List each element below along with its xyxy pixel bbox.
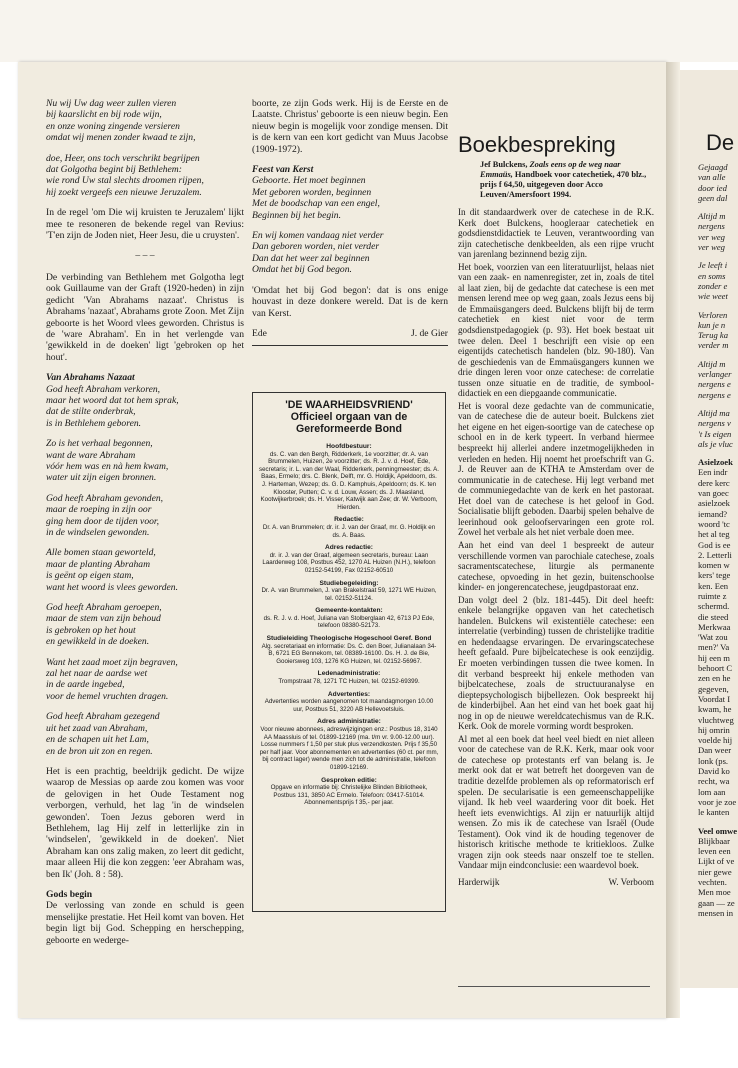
next-page-line: van goec — [698, 488, 729, 499]
page-gutter — [666, 62, 680, 1018]
next-page-line: dere kerc — [698, 477, 730, 488]
next-page-line: behoort C — [698, 663, 733, 674]
paragraph: In de regel 'om Die wij kruisten te Jeruzalem' lijkt mee te resoneren de bekende regel van Revius: 'T'en zijn de Joden niet, Heer Jesu, die u cruysten'. — [46, 207, 244, 242]
next-page-line: wie weet — [698, 291, 728, 302]
next-page-line: nergens e — [698, 379, 731, 390]
paragraph: 'Omdat het bij God begon': dat is ons enige houvast in deze donkere wereld. Dat is de kern van Kerst. — [252, 284, 448, 319]
poem-stanza: God heeft Abraham gezegend uit het zaad van Abraham, en de schapen uit het Lam, en de bron uit zon en regen. — [46, 711, 160, 757]
next-page-line: hij omrin — [698, 724, 730, 735]
paragraph: Al met al een boek dat heel veel biedt en niet alleen voor de catechese van de R.K. Kerk, maar ook voor de catechese op protestants erf van belang is. Je merkt ook dat er wat betreft het doorgeven van de traditie dezelfde problemen als op reformatorisch erf spelen. De secularisatie is een gemeenschappelijke vijand. Ik heb veel waardering voor dit boek. Het heeft iets evenwichtigs. Al zijn er natuurlijk altijd wensen. Zo mis ik de catechese van Israël (Oude Testament). Ook vind ik de houding tegenover de historisch kritische methode te kritiekloos. Zulke vragen zijn ook steeds naar onszelf toe te stellen. Vandaar mijn eindconclusie: een waardevol boek. — [458, 733, 654, 871]
colophon-section-head: Adres administratie: — [317, 718, 381, 726]
next-page-line: als je vluc — [698, 438, 733, 449]
colophon-section-head: Adres redactie: — [324, 544, 373, 552]
next-page-line: van alle — [698, 172, 726, 183]
signature-line — [458, 877, 654, 888]
next-page-line: asielzoek — [698, 498, 730, 509]
colophon-section-text: Trompstraat 78, 1271 TC Huizen, tel. 02152-69399. — [278, 678, 420, 686]
colophon-section-text: Dr. A. van Brummelen, J. van Brakelstraat 59, 1271 WE Huizen, tel. 02152-51124. — [261, 587, 437, 602]
next-page-line: Altijd m — [698, 358, 726, 369]
paragraph: boorte, ze zijn Gods werk. Hij is de Eerste en de Laatste. Christus' geboorte is een nieuw begin. Een nieuw begin is mogelijk voor zondige mensen. Dit is de kern van een kort gedicht van Muus Jacobse (1909-1972). — [252, 98, 448, 155]
poem-stanza: Geboorte. Het moet beginnen Met geboren worden, beginnen Met de boodschap van een engel, Beginnen bij het begin. — [252, 175, 380, 221]
poem-stanza: God heeft Abraham geroepen, maar de stem van zijn behoud is gebroken op het hout en gewikkeld in de doeken. — [46, 602, 162, 648]
poem-stanza: Alle bomen staan geworteld, maar de planting Abraham is geënt op eigen stam, want het woord is vlees geworden. — [46, 547, 178, 593]
colophon-section-text: Opgave en informatie bij: Christelijke Blinden Bibliotheek, Postbus 131, 3850 AC Ermelo. Telefoon: 03417-51014. Abonnementsprijs f 35,- per jaar. — [270, 784, 428, 807]
poem-fragment-2: doe, Heer, ons toch verschrikt begrijpen dat Golgotha begint bij Bethlehem: wie rond Uw stal slechts droomen rijpen, hij zoekt vergeefs een nieuwe Jeruzalem. — [46, 152, 204, 198]
next-page-line: ver weg — [698, 231, 725, 242]
next-page-heading: Asielzoek — [698, 457, 733, 468]
column-2 — [252, 98, 448, 352]
next-page-line: nergens v — [698, 418, 731, 429]
paragraph: De verlossing van zonde en schuld is geen menselijke prestatie. Het Heil komt van boven. Het begin ligt bij God. Schepping en herschepping, geboorte en wederge- — [46, 900, 244, 946]
next-page-line: woord 'tc — [698, 518, 730, 529]
book-reference — [480, 160, 652, 200]
next-page-line: Altijd ma — [698, 407, 730, 418]
next-page-line: komen w — [698, 560, 730, 571]
next-page-line: lonk (ps. — [698, 755, 729, 766]
next-page-line: nergens — [698, 221, 725, 232]
next-page-line: kwam, he — [698, 704, 732, 715]
next-page-line: lom aan — [698, 786, 726, 797]
next-page-line: nergens e — [698, 389, 731, 400]
next-page-line: voelde hij — [698, 735, 733, 746]
next-page-line: 'Wat zou — [698, 632, 728, 643]
next-page-line: zonder e — [698, 280, 728, 291]
divider — [252, 345, 448, 346]
next-page-line: voor je zoe — [698, 796, 737, 807]
next-page-line: kers' tege — [698, 570, 731, 581]
review-body — [458, 207, 654, 887]
next-page-line: door ied — [698, 182, 727, 193]
next-page-line: die steed — [698, 611, 729, 622]
next-page-line: Een indr — [698, 467, 728, 478]
colophon-section-text: ds. R. J. v. d. Hoef, Juliana van Stolberglaan 42, 6713 PJ Ede, telefoon 08380-52173. — [263, 614, 435, 630]
next-page-line: Gejaagd — [698, 162, 728, 172]
next-page-line: God is ee — [698, 539, 731, 550]
next-page-line: geen dal — [698, 192, 728, 203]
next-page-line: en soms — [698, 270, 726, 281]
section-heading: Gods begin — [46, 888, 93, 900]
colophon-section-text: Voor nieuwe abonnees, adreswijzigingen enz.: Postbus 18, 3140 AA Maassluis of tel. 01899-12169 (ma. t/m vr. 9.00-12.00 uur). Losse nummers f 1,50 per stuk plus verzendkosten. Prijs f 35,50 per half jaar. Voor abonnementen en advertenties (60 ct. per mm, bij contract lager) wende men zich tot de administratie, telefoon 01899-12169. — [259, 726, 439, 771]
next-page-line: Blijkbaar — [698, 835, 730, 846]
signature-place: Ede — [252, 327, 267, 339]
signature-author: W. Verboom — [608, 876, 654, 887]
colophon-title: 'DE WAARHEIDSVRIEND' — [285, 399, 413, 411]
next-page-heading: Veel omwe — [698, 825, 738, 836]
paragraph: Aan het eind van deel 1 bespreekt de auteur verschillende vormen van parochiale catechese, zoals sacramentscatechese, liturgie als permanente catechese, opvoeding in het gezin, buitenschoolse kinder- en jongerencatechese, jeugdpastoraat enz. — [458, 539, 654, 593]
colophon-section-head: Studieleiding Theologische Hogeschool Geref. Bond — [266, 635, 432, 643]
poem-fragment-1: Nu wij Uw dag weer zullen vieren bij kaarslicht en bij rode wijn, en onze woning zingende versieren omdat wij menen zonder kwaad te zijn, — [46, 98, 196, 144]
next-page-line: Dan weer — [698, 745, 732, 756]
signature-line — [252, 328, 448, 339]
colophon-section-text: ds. C. van den Bergh, Ridderkerk, 1e voorzitter; dr. A. van Brummelen, Huizen, 2e voorzitter; ds. R. J. v. d. Hoef, Ede, secretaris; ir. L. van der Waal, Ridderkerk, penningmeester; ds. A. Baas, Ermelo; drs. C. Blenk, Delft, mr. G. Holdijk, Apeldoorn, ds. J. Harteman, Wezep; ds. G. D. Kamphuis, Apeldoorn; ds. K. ten Klooster, Putten; C. v. d. Louw, Assen; ds. J. Maasland, Kootwijkerbroek; ds. H. Visser, Katwijk aan Zee; dr. W. Verboom, Hierden. — [259, 450, 439, 511]
next-page-line: vluchtweg — [698, 714, 734, 725]
paragraph: De verbinding van Bethlehem met Golgotha legt ook Guillaume van der Graft (1920-heden) in zijn gedicht 'Van Abrahams nazaat'. Christus is Abrahams 'nazaat', Abrahams grote Zoon. Met Zijn geboorte is het Woord vlees geworden. Christus is de 'ware Abraham'. En in het verlengde van 'gewikkeld in de doeken' ligt 'gebroken op het hout'. — [46, 271, 244, 363]
paragraph: In dit standaardwerk over de catechese in de R.K. Kerk doet Bulckens, hoogleraar catechetiek en godsdienstdidactiek te Leuven, verantwoording van zijn catechetische denkbeelden, als een rijpe vrucht van jarenlang bezinnend bezig zijn. — [458, 207, 654, 260]
next-page-line: nier gewe — [698, 866, 732, 877]
next-page-title: De — [706, 130, 735, 155]
book-author: Jef Bulckens, — [480, 160, 528, 169]
signature-author: J. de Gier — [410, 327, 448, 339]
next-page-line: gegeven, — [698, 683, 729, 694]
next-page-line: zen en he — [698, 673, 731, 684]
signature-place: Harderwijk — [458, 876, 500, 887]
next-page-line: schermd. — [698, 601, 730, 612]
next-page-line: verder m — [698, 340, 729, 351]
next-page-line: vechten. — [698, 877, 727, 887]
next-page-line: Lijkt of ve — [698, 856, 735, 867]
paragraph: Het boek, voorzien van een literatuurlijst, helaas niet van een zaak- en namenregister, zet in, zoals de titel al laat zien, bij de gedachte dat catechese is een met mensen lerend mee op weg gaan, zoals Jezus eens bij de Emmaüsgangers deed. Bulckens blijft bij de term catechetiek en kiest niet voor de term godsdienstpedagogiek (p. 93). Het boek bestaat uit twee delen. Deel 1 beschrijft een visie op een eigentijds catechetisch handelen (blz. 90-180). Van de geschiedenis van de Emmaüsgangers kunnen we drie dingen leren voor onze catechese: de correlatie tussen onze situatie en de traditie, de symbool-didactiek en een diepgaande communicatie. — [458, 261, 654, 399]
colophon-section-text: dr. ir. J. van der Graaf, algemeen secretaris, bureau: Laan Laarderweg 108, Postbus 452, 1270 AL Huizen (N.H.), telefoon 02152-54199, Fax 02152-60510 — [262, 551, 436, 574]
colophon-section-head: Redactie: — [334, 516, 364, 524]
next-page-line: Altijd m — [698, 211, 726, 222]
section-separator: – – – — [135, 250, 155, 262]
next-page-line: hij een m — [698, 652, 730, 663]
next-page-line: Terug ka — [698, 330, 729, 341]
colophon-box — [252, 392, 446, 912]
poem-stanza: God heeft Abraham gevonden, maar de roeping in zijn oor ging hem door de tijden voor, in de windselen gewonden. — [46, 492, 164, 538]
next-page-line: Je leeft i — [698, 260, 728, 271]
next-page-line: Verloren — [698, 309, 728, 320]
column-1 — [46, 98, 244, 955]
next-page-line: 2. Letterli — [698, 549, 732, 560]
next-page-line: David ko — [698, 766, 730, 777]
section-title: Boekbespreking — [458, 132, 616, 157]
colophon-section-head: Hoofdbestuur: — [326, 443, 372, 450]
poem-heading: Feest van Kerst — [252, 164, 314, 176]
next-page-line: 't Is eigen — [698, 428, 732, 439]
book-details: Handboek voor catechetiek, 470 blz., prijs f 64,50, uitgegeven door Acco Leuven/Amersfoort 1994. — [480, 170, 647, 199]
next-page-line: mensen in — [698, 907, 734, 918]
poem-stanza: En wij komen vandaag niet verder Dan geboren worden, niet verder Dan dat het weer zal beginnen Omdat het bij God begon. — [252, 230, 384, 276]
next-page-line: leven een — [698, 846, 731, 857]
poem-stanza: Want het zaad moet zijn begraven, zal het naar de aardse wet in de aarde ingebed, voor de hemel vruchten dragen. — [46, 656, 178, 702]
next-page-line: Merkwaa — [698, 621, 731, 632]
next-page-line: Men moe — [698, 887, 731, 898]
poem-heading: Van Abrahams Nazaat — [46, 372, 135, 384]
book-title: Zoals eens op de weg naar Emmaüs, — [480, 160, 621, 179]
paragraph: Het is een prachtig, beeldrijk gedicht. De wijze waarop de Messias op aarde zou komen was voor de gelovigen in het Oude Testament nog verborgen, verhuld, het lag 'in de windselen gewonden'. Toen Jezus geboren werd in Bethlehem, lag Hij zelf in letterlijke zin in 'windselen', 'gewikkeld in de doeken'. Niet Abraham kan ons zalig maken, zo leert dit gedicht, maar alleen Hij die kon zeggen: 'eer Abraham was, ben Ik' (Joh. 8 : 58). — [46, 765, 244, 880]
scan-background-top — [0, 0, 738, 62]
next-page-line: ver weg — [698, 242, 725, 253]
colophon-section-head: Studiebegeleiding: — [319, 579, 379, 587]
divider — [458, 986, 650, 987]
colophon-subtitle: Officieel orgaan van de Gereformeerde Bond — [290, 411, 408, 435]
next-page-line: kun je n — [698, 319, 726, 330]
colophon-section-head: Gemeente-kontakten: — [315, 607, 383, 615]
colophon-section-head: Gesproken editie: — [321, 776, 377, 784]
colophon-section-text: Alg. secretariaat en informatie: Ds. C. den Boer, Julianalaan 34-B, 6721 EG Bennekom, tel. 08389-16100. Ds. H. J. de Bie, Gooiersweg 103, 1276 KG Huizen, tel. 02152-56967. — [261, 642, 437, 665]
colophon-section-text: Dr. A. van Brummelen; dr. ir. J. van der Graaf, mr. G. Holdijk en ds. A. Baas. — [262, 523, 436, 539]
next-page-text — [698, 162, 738, 918]
next-page-line: recht, wa — [698, 776, 730, 787]
colophon-section-head: Advertenties: — [327, 690, 371, 698]
paragraph: Het is vooral deze gedachte van de communicatie, van de catechese die de auteur boeit. Bulckens ziet het eigene en het eigen-soortige van de catechese op school en in de kerk typeert. In verband hiermee bespreekt hij allerlei andere inzetmogelijkheden in verleden en heden. Hij noemt het proefschrift van G. J. de Reuver aan de KTHA te Amsterdam over de communicatie in de catechese. Hij legt verband met de communiegedachte van de kerk en het pastoraat. Het doel van de catechese is het geloof in God. Socialisatie blijft geboden. Daarbij spelen behalve de leerinhoud ook geloofservaringen een grote rol. Zowel het verbale als het niet verbale doen mee. — [458, 400, 654, 538]
poem-stanza: God heeft Abraham verkoren, maar het woord dat tot hem sprak, dat de stilte onderbrak, is in Bethlehem geboren. — [46, 383, 179, 429]
colophon-section-text: Advertenties worden aangenomen tot maandagmorgen 10.00 uur, Postbus 51, 3220 AB Hellevoetsluis. — [264, 698, 434, 713]
next-page-line: ken. Een — [698, 580, 729, 591]
next-page-line: Voordat I — [698, 693, 731, 704]
next-page-line: verlanger — [698, 369, 732, 380]
next-page-line: iemand? — [698, 508, 728, 519]
next-page-line: le kanten — [698, 807, 730, 818]
colophon-section-head: Ledenadministratie: — [317, 670, 381, 678]
paragraph: Dan volgt deel 2 (blz. 181-445). Dit deel heeft: enkele belangrijke opgaven van het catechetisch handelen. Bulckens wil existentiële catechese: een interrelatie (verbinding) tussen de christelijke traditie en hedendaagse ervaringen. De ervaringscatechese heeft gefaald. Pure bijbelcatechese is ook eenzijdig. Er moeten verbindingen tussen die twee komen. In dit verband bespreekt hij enkele methoden van bijbelcatechese, zoals de structuuranalyse en dieptepsychologisch bijbellezen. Ook bespreekt hij de kinderbijbel. Aan het eind van het boek gaat hij nog in op de nieuwe wereldcatechismus van de R.K. Kerk. Ook de morele vorming wordt besproken. — [458, 594, 654, 732]
next-page-line: men?' Va — [698, 642, 730, 653]
next-page-line: het al teg — [698, 529, 730, 540]
next-page-line: gaan — ze — [698, 897, 735, 908]
next-page-line: ruimte z — [698, 590, 727, 601]
poem-stanza: Zo is het verhaal begonnen, want de ware Abraham vóór hem was en nà hem kwam, water uit zijn eigen bronnen. — [46, 438, 169, 484]
